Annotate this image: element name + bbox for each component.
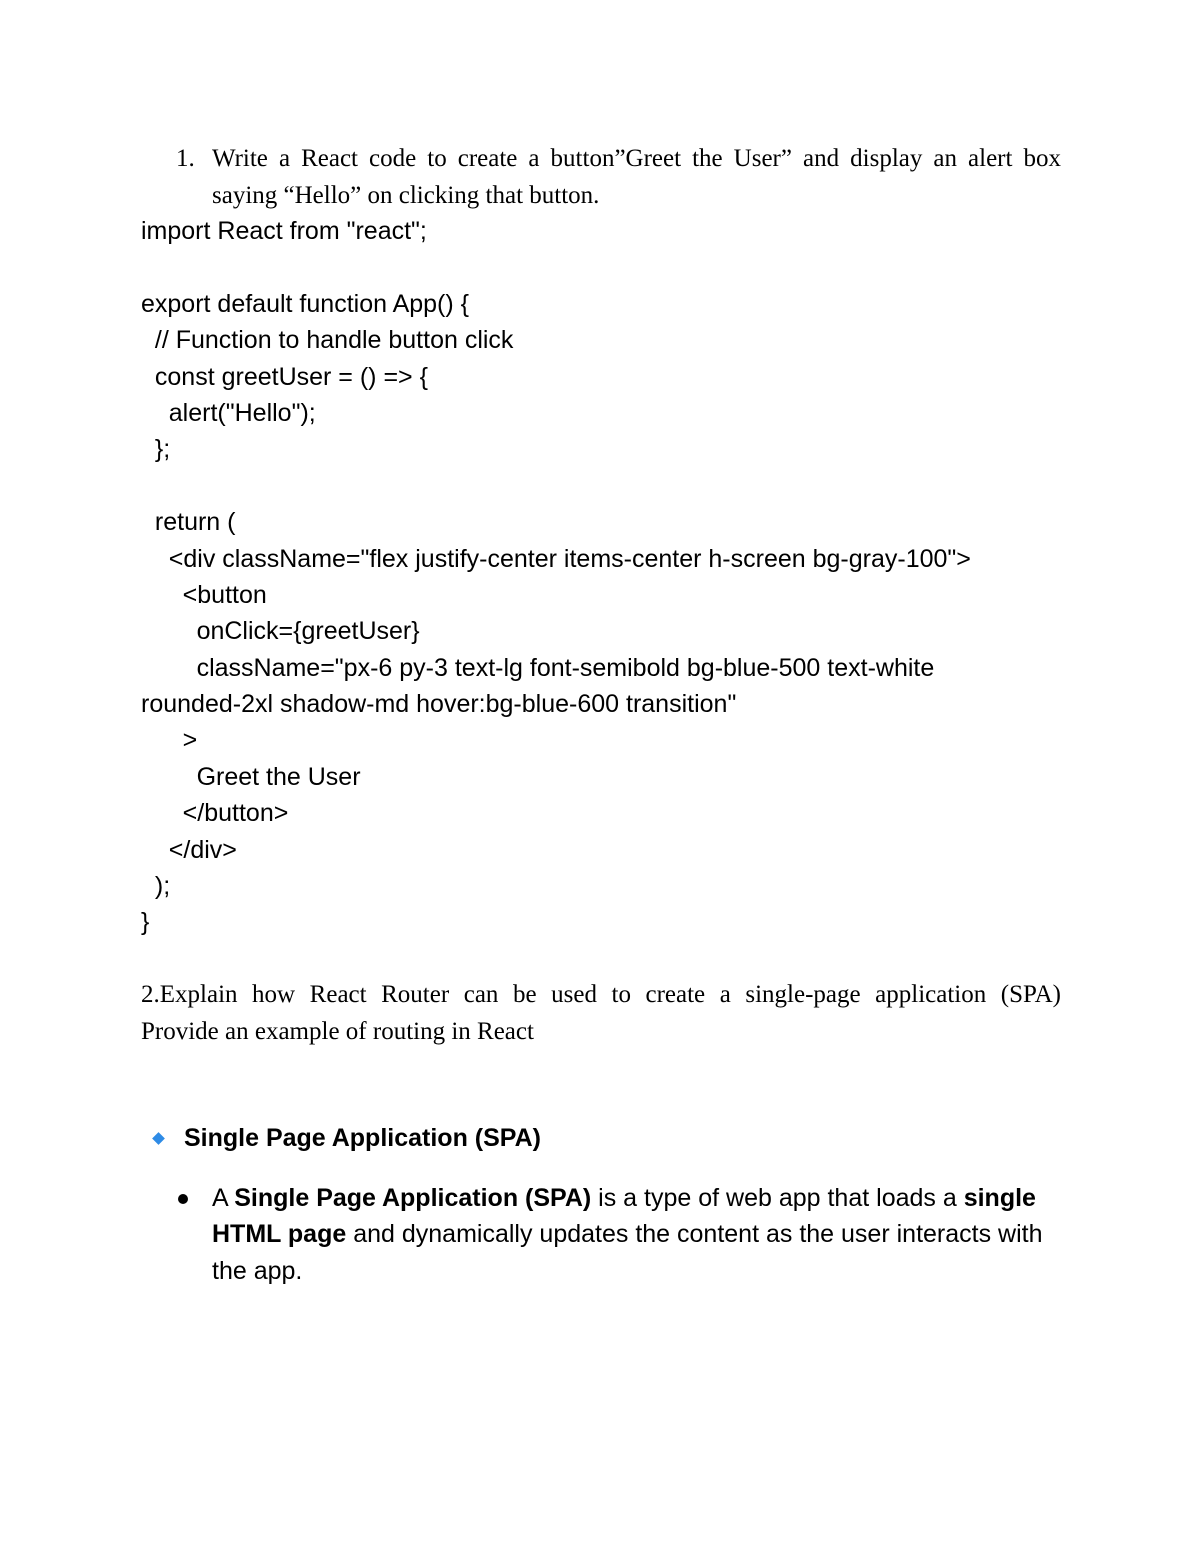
code-line: </button> [141,799,289,828]
code-line: return ( [141,508,236,537]
code-line [141,468,1101,504]
bullet-bold-html-page: single HTML page [212,1184,1036,1249]
code-line: </div> [141,835,237,864]
code-line: alert("Hello"); [141,398,316,427]
code-line: Greet the User [141,762,361,791]
list-item [178,1180,1058,1289]
code-line: }; [141,435,171,464]
code-line: ); [141,872,171,901]
question-2-line-1: 2.Explain how React Router can be used to create a single-page application (SPA) [141,981,1061,1008]
code-line: rounded-2xl shadow-md hover:bg-blue-600 transition" [141,690,737,719]
bullet-bold-spa: Single Page Application (SPA) [234,1184,592,1212]
code-line: import React from "react"; [141,217,427,245]
bullet-text-part-1: A [212,1184,235,1212]
bullet-text-part-2: is a type of web app that loads a [591,1184,964,1212]
question-2-line-2: Provide an example of routing in React [141,1018,534,1045]
code-line: } [141,908,150,937]
question-1 [176,140,1061,214]
code-line [141,249,1101,285]
question-2 [141,976,1061,1050]
diamond-bullet-icon [152,1132,165,1145]
code-line: <button [141,580,267,609]
code-line: // Function to handle button click [141,326,514,355]
bullet-dot-icon [178,1194,188,1204]
code-line: className="px-6 py-3 text-lg font-semibold bg-blue-500 text-white [141,653,935,682]
code-block [141,213,1101,941]
question-1-text: Write a React code to create a button”Greet the User” and display an alert box saying “Hello” on clicking that button. [212,145,1061,209]
section-title: Single Page Application (SPA) [184,1124,541,1152]
code-line: onClick={greetUser} [141,617,420,646]
question-1-number: 1. [176,145,195,172]
code-line: export default function App() { [141,289,469,318]
code-line: > [141,726,198,755]
code-line: const greetUser = () => { [141,362,428,391]
bullet-text-part-3: and dynamically updates the content as the user interacts with the app. [212,1220,1043,1285]
code-line: <div className="flex justify-center items-center h-screen bg-gray-100"> [141,544,971,573]
section-heading [151,1120,541,1156]
bullet-text [212,1180,1058,1289]
